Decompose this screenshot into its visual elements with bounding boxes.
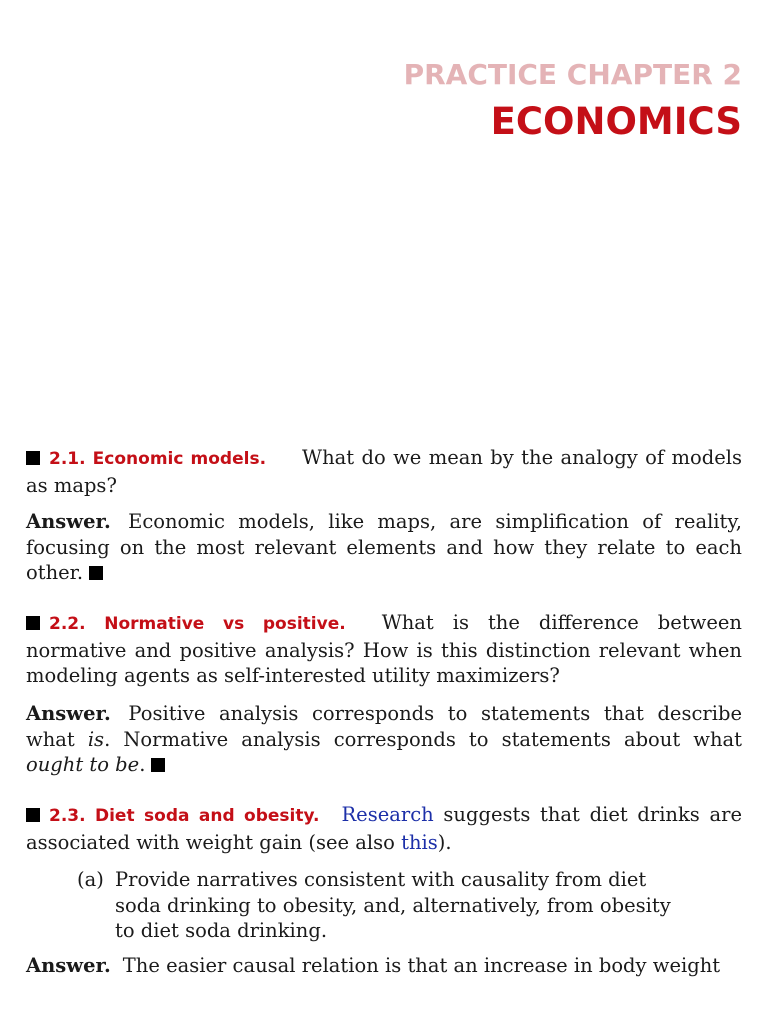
answer-label: Answer. (26, 702, 111, 725)
problem-2-2-question-text: What is the difference between normative and positive analysis? How is this distinction relevant when modeling agents as self-interested utility maximizers? (26, 611, 742, 687)
end-of-answer-icon (89, 566, 103, 580)
problem-2-3-subitem-a (77, 867, 707, 944)
problem-2-3-question (26, 802, 742, 855)
problem-2-3-question-text: suggests that diet drinks are associated with weight gain (see also (26, 803, 743, 854)
problem-2-1-question-text: What do we mean by the analogy of models as maps? (26, 446, 742, 497)
chapter-title: ECONOMICS (490, 100, 742, 143)
problem-2-1-title: 2.1. Economic models. (49, 449, 267, 469)
emphasis-is: is (87, 727, 105, 751)
problem-2-2-answer-part-b: . Normative analysis corresponds to statements about what (104, 727, 742, 751)
problem-2-2-question (26, 610, 742, 689)
problem-2-1-answer-text: Economic models, like maps, are simplification of reality, focusing on the most relevant elements and how they relate to each other. (26, 510, 742, 584)
problem-2-2-answer-part-a: Positive analysis corresponds to statements that describe what (26, 702, 742, 751)
subitem-label: (a) (77, 868, 104, 891)
answer-label: Answer. (26, 954, 111, 977)
subitem-line-2: soda drinking to obesity, and, alternatively, from obesity (115, 893, 671, 917)
problem-2-2-answer (26, 701, 742, 778)
problem-2-3-answer-text: The easier causal relation is that an increase in body weight (122, 954, 721, 977)
problem-marker-icon (26, 616, 40, 630)
end-of-answer-icon (151, 758, 165, 772)
problem-marker-icon (26, 808, 40, 822)
problem-2-1-question (26, 445, 742, 498)
problem-2-3-answer (26, 953, 742, 979)
problem-2-3-title: 2.3. Diet soda and obesity. (49, 806, 320, 826)
subitem-line-3: to diet soda drinking. (115, 919, 328, 942)
problem-2-2-title: 2.2. Normative vs positive. (49, 614, 346, 634)
answer-label: Answer. (26, 510, 111, 533)
subitem-line-1: Provide narratives consistent with causality from diet (115, 868, 647, 891)
chapter-subtitle: PRACTICE CHAPTER 2 (403, 58, 742, 91)
research-link[interactable]: Research (341, 803, 434, 826)
problem-marker-icon (26, 451, 40, 465)
this-link[interactable]: this (401, 830, 438, 854)
problem-2-1-answer (26, 509, 742, 586)
emphasis-ought-to-be: ought to be (26, 753, 140, 776)
problem-2-3-question-close: ). (437, 830, 452, 854)
problem-2-2-answer-part-c: . (139, 753, 146, 776)
